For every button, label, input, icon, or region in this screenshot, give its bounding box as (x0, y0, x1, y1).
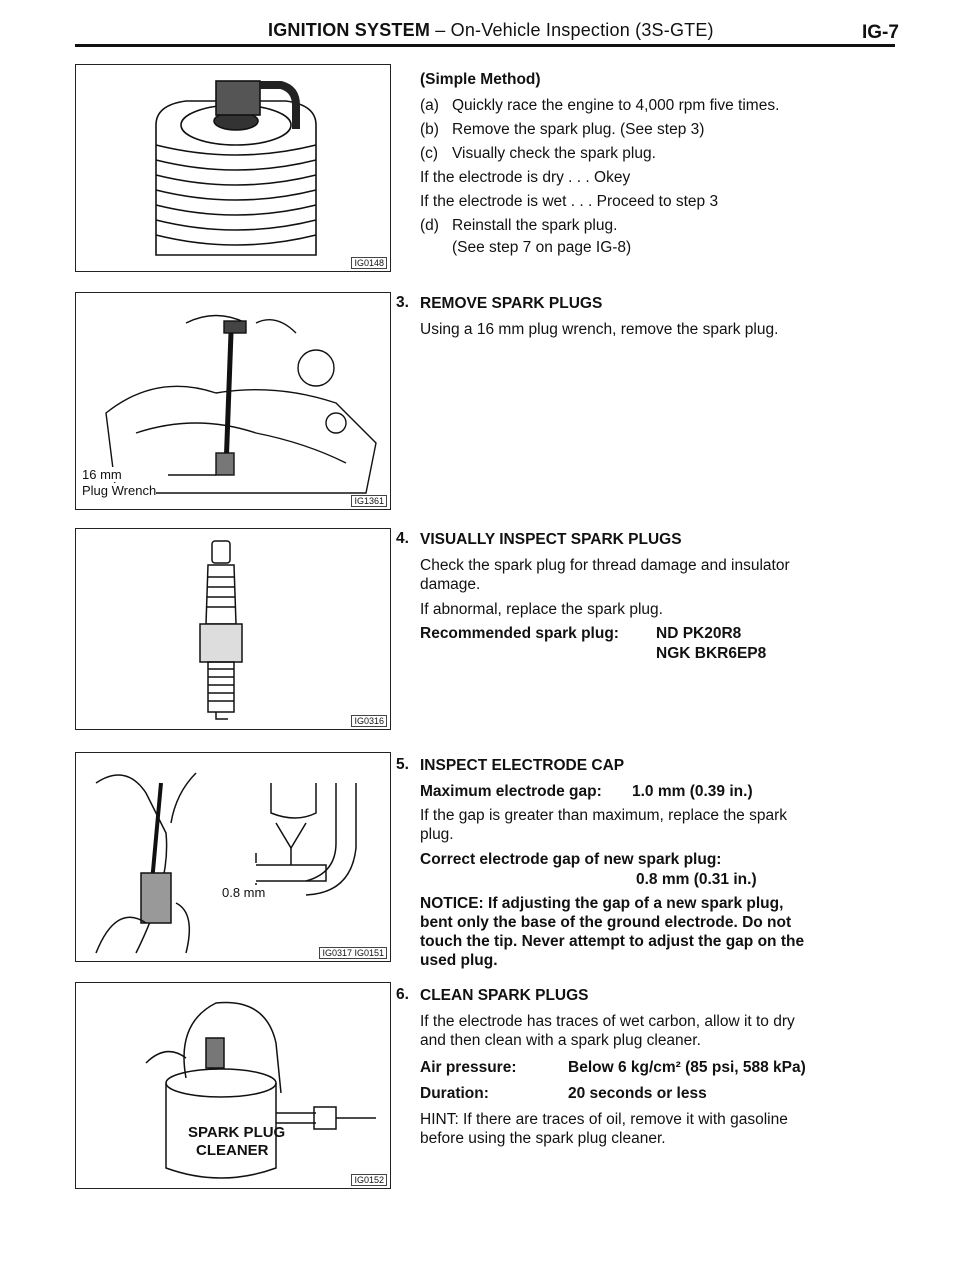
wrench-name-label: Plug Wrench (82, 483, 157, 498)
recommended-plug-ngk: NGK BKR6EP8 (656, 645, 767, 662)
page-header (0, 0, 960, 46)
duration-value: 20 seconds or less (568, 1085, 707, 1102)
notice-line2: bent only the base of the ground electrode. Do not (420, 914, 792, 931)
figure-spark-plug-cleaner (75, 982, 391, 1189)
step4-text-line2: damage. (420, 576, 481, 593)
step6-number: 6. (396, 986, 409, 1003)
step-d-text: Reinstall the spark plug. (452, 217, 618, 234)
dry-condition: If the electrode is dry . . . Okey (420, 169, 631, 186)
max-gap-value: 1.0 mm (0.39 in.) (632, 783, 753, 800)
step4-text-line3: If abnormal, replace the spark plug. (420, 601, 663, 618)
simple-method-title: (Simple Method) (420, 71, 541, 88)
figure-code: IG0148 (351, 257, 387, 269)
step4-text-line1: Check the spark plug for thread damage and insulator (420, 557, 790, 574)
header-subtitle: – On-Vehicle Inspection (3S-GTE) (430, 20, 714, 40)
cleaner-text-line1: SPARK PLUG (188, 1124, 286, 1141)
step6-text-line2: and then clean with a spark plug cleaner. (420, 1032, 701, 1049)
figure-code: IG1361 (351, 495, 387, 507)
duration-label: Duration: (420, 1085, 489, 1102)
header-title (268, 20, 714, 41)
gap-measurement-label: 0.8 mm (222, 885, 266, 900)
step-a-label: (a) (420, 97, 439, 114)
notice-line3: touch the tip. Never attempt to adjust the gap on the (420, 933, 805, 950)
step5-text-line1: If the gap is greater than maximum, replace the spark (420, 807, 788, 824)
recommended-plug-nd: ND PK20R8 (656, 625, 742, 642)
header-section: IGNITION SYSTEM (268, 20, 431, 40)
spark-plug-wrench-figure-icon (76, 65, 390, 271)
cleaner-text-line2: CLEANER (196, 1142, 269, 1159)
step5-number: 5. (396, 756, 409, 773)
spark-plug-figure-icon (76, 529, 390, 729)
hint-line2: before using the spark plug cleaner. (420, 1130, 666, 1147)
max-gap-label: Maximum electrode gap: (420, 783, 602, 800)
electrode-gap-figure-icon (76, 753, 390, 961)
wet-condition: If the electrode is wet . . . Proceed to step 3 (420, 193, 719, 210)
header-rule (75, 44, 895, 47)
figure-code: IG0317 IG0151 (319, 947, 387, 959)
step5-text-line2: plug. (420, 826, 454, 843)
step4-title: VISUALLY INSPECT SPARK PLUGS (420, 531, 682, 548)
step-c-label: (c) (420, 145, 439, 162)
wrench-size-label: 16 mm (82, 467, 122, 482)
figure-plug-wrench (75, 292, 391, 510)
notice-line1: NOTICE: If adjusting the gap of a new spark plug, (420, 895, 784, 912)
step3-number: 3. (396, 294, 409, 311)
figure-spark-plug (75, 528, 391, 730)
step6-text-line1: If the electrode has traces of wet carbon, allow it to dry (420, 1013, 795, 1030)
figure-spark-plug-wrench (75, 64, 391, 272)
step-d-reference: (See step 7 on page IG-8) (452, 239, 632, 256)
air-pressure-value: Below 6 kg/cm² (85 psi, 588 kPa) (568, 1059, 806, 1076)
figure-code: IG0316 (351, 715, 387, 727)
plug-wrench-engine-figure-icon (76, 293, 390, 509)
figure-code: IG0152 (351, 1174, 387, 1186)
hint-line1: HINT: If there are traces of oil, remove it with gasoline (420, 1111, 788, 1128)
step4-number: 4. (396, 530, 409, 547)
step-b-label: (b) (420, 121, 439, 138)
figure-electrode-gap (75, 752, 391, 962)
step3-text: Using a 16 mm plug wrench, remove the spark plug. (420, 321, 779, 338)
step3-title: REMOVE SPARK PLUGS (420, 295, 603, 312)
correct-gap-label: Correct electrode gap of new spark plug: (420, 851, 722, 868)
page-number: IG-7 (862, 22, 899, 43)
step-d-label: (d) (420, 217, 439, 234)
step-c-text: Visually check the spark plug. (452, 145, 656, 162)
step5-title: INSPECT ELECTRODE CAP (420, 757, 625, 774)
recommended-plug-label: Recommended spark plug: (420, 625, 619, 642)
step6-title: CLEAN SPARK PLUGS (420, 987, 589, 1004)
step-b-text: Remove the spark plug. (See step 3) (452, 121, 705, 138)
air-pressure-label: Air pressure: (420, 1059, 517, 1076)
step-a-text: Quickly race the engine to 4,000 rpm five times. (452, 97, 780, 114)
notice-line4: used plug. (420, 952, 498, 969)
correct-gap-value: 0.8 mm (0.31 in.) (636, 871, 757, 888)
